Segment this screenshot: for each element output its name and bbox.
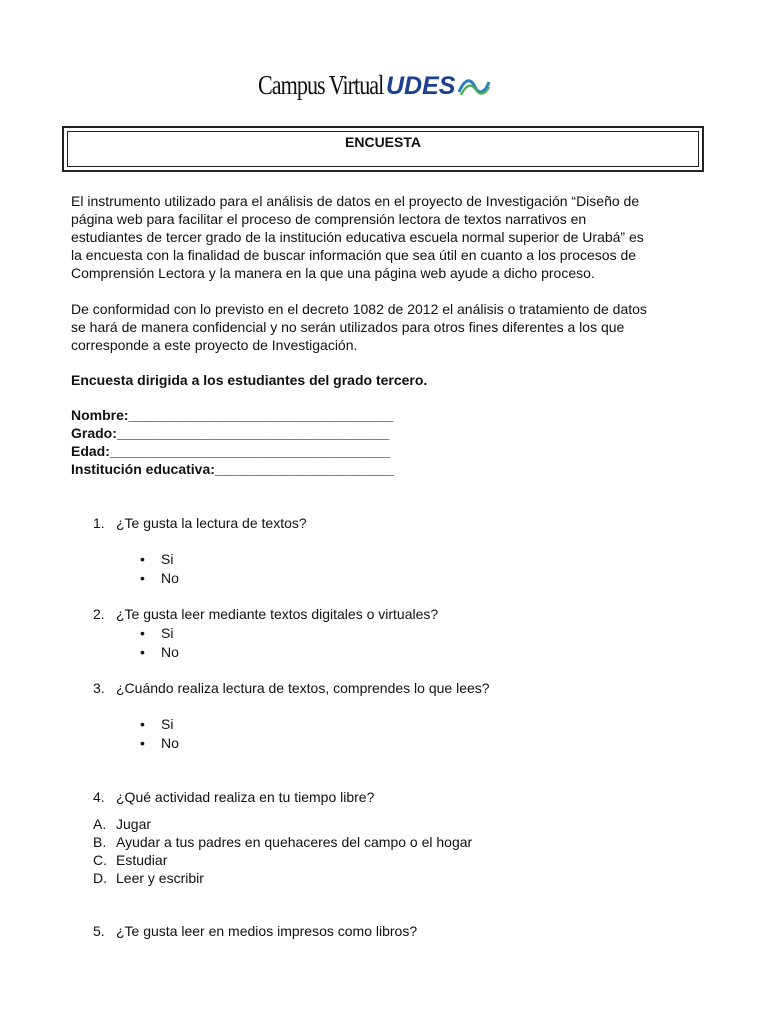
intro-line: estudiantes de tercer grado de la institución educativa escuela normal superior de Urabá” es bbox=[71, 229, 644, 245]
option-letter: D. bbox=[93, 870, 107, 886]
nombre-field[interactable]: Nombre:__________________________________ bbox=[71, 407, 394, 423]
title-box bbox=[62, 126, 704, 172]
campus-virtual-udes-logo bbox=[258, 70, 491, 106]
page-title: ENCUESTA bbox=[345, 134, 421, 150]
intro-line: se hará de manera confidencial y no serán utilizados para otros fines diferentes a los que bbox=[71, 319, 625, 335]
option-letter: A. bbox=[93, 816, 107, 832]
option-label: No bbox=[161, 570, 179, 586]
intro-line: la encuesta con la finalidad de buscar información que sea útil en cuanto a los procesos de bbox=[71, 247, 637, 263]
bullet-icon: • bbox=[140, 625, 145, 641]
option-label: Si bbox=[161, 551, 174, 567]
logo-text-udes: UDES bbox=[386, 72, 456, 100]
bullet-icon: • bbox=[140, 644, 145, 660]
question-text: ¿Te gusta la lectura de textos? bbox=[116, 515, 307, 531]
option-si[interactable] bbox=[140, 715, 173, 733]
logo-text-campus-virtual: Campus Virtual bbox=[258, 70, 384, 100]
bullet-icon: • bbox=[140, 735, 145, 751]
question-text: ¿Qué actividad realiza en tu tiempo libre? bbox=[116, 789, 375, 805]
intro-line: página web para facilitar el proceso de comprensión lectora de textos narrativos en bbox=[71, 211, 587, 227]
option-label: Ayudar a tus padres en quehaceres del campo o el hogar bbox=[116, 834, 473, 850]
bullet-icon: • bbox=[140, 570, 145, 586]
option-no[interactable] bbox=[140, 734, 179, 752]
option-letter: B. bbox=[93, 834, 107, 850]
audience-heading: Encuesta dirigida a los estudiantes del grado tercero. bbox=[71, 372, 428, 388]
question-5 bbox=[93, 922, 417, 940]
option-label: Jugar bbox=[116, 816, 152, 832]
bullet-icon: • bbox=[140, 551, 145, 567]
option-label: Si bbox=[161, 716, 174, 732]
question-text: ¿Te gusta leer en medios impresos como libros? bbox=[116, 923, 418, 939]
question-2 bbox=[93, 605, 438, 623]
wave-icon bbox=[457, 76, 491, 98]
option-label: Estudiar bbox=[116, 852, 168, 868]
edad-field[interactable]: Edad:____________________________________ bbox=[71, 443, 391, 459]
option-si[interactable] bbox=[140, 624, 173, 642]
option-a[interactable] bbox=[93, 815, 151, 833]
grado-field[interactable]: Grado:___________________________________ bbox=[71, 425, 390, 441]
option-label: Si bbox=[161, 625, 174, 641]
option-d[interactable] bbox=[93, 869, 204, 887]
intro-line: De conformidad con lo previsto en el decreto 1082 de 2012 el análisis o tratamiento de datos bbox=[71, 301, 647, 317]
intro-paragraph-2 bbox=[71, 300, 701, 354]
question-4 bbox=[93, 788, 374, 806]
option-b[interactable] bbox=[93, 833, 472, 851]
question-text: ¿Cuándo realiza lectura de textos, comprendes lo que lees? bbox=[116, 680, 490, 696]
question-number: 2. bbox=[93, 606, 105, 622]
option-letter: C. bbox=[93, 852, 107, 868]
option-si[interactable] bbox=[140, 550, 173, 568]
intro-line: El instrumento utilizado para el análisis de datos en el proyecto de Investigación “Diseño de bbox=[71, 193, 640, 209]
question-number: 5. bbox=[93, 923, 105, 939]
option-c[interactable] bbox=[93, 851, 167, 869]
question-text: ¿Te gusta leer mediante textos digitales o virtuales? bbox=[116, 606, 439, 622]
option-no[interactable] bbox=[140, 569, 179, 587]
bullet-icon: • bbox=[140, 716, 145, 732]
question-number: 1. bbox=[93, 515, 105, 531]
intro-line: corresponde a este proyecto de Investigación. bbox=[71, 337, 358, 353]
option-label: No bbox=[161, 735, 179, 751]
option-label: Leer y escribir bbox=[116, 870, 204, 886]
intro-line: Comprensión Lectora y la manera en la que una página web ayude a dicho proceso. bbox=[71, 265, 595, 281]
question-number: 3. bbox=[93, 680, 105, 696]
institucion-field[interactable]: Institución educativa:_______________________ bbox=[71, 461, 394, 477]
question-3 bbox=[93, 679, 490, 697]
option-label: No bbox=[161, 644, 179, 660]
option-no[interactable] bbox=[140, 643, 179, 661]
question-number: 4. bbox=[93, 789, 105, 805]
intro-paragraph-1 bbox=[71, 192, 701, 282]
question-1 bbox=[93, 514, 307, 532]
